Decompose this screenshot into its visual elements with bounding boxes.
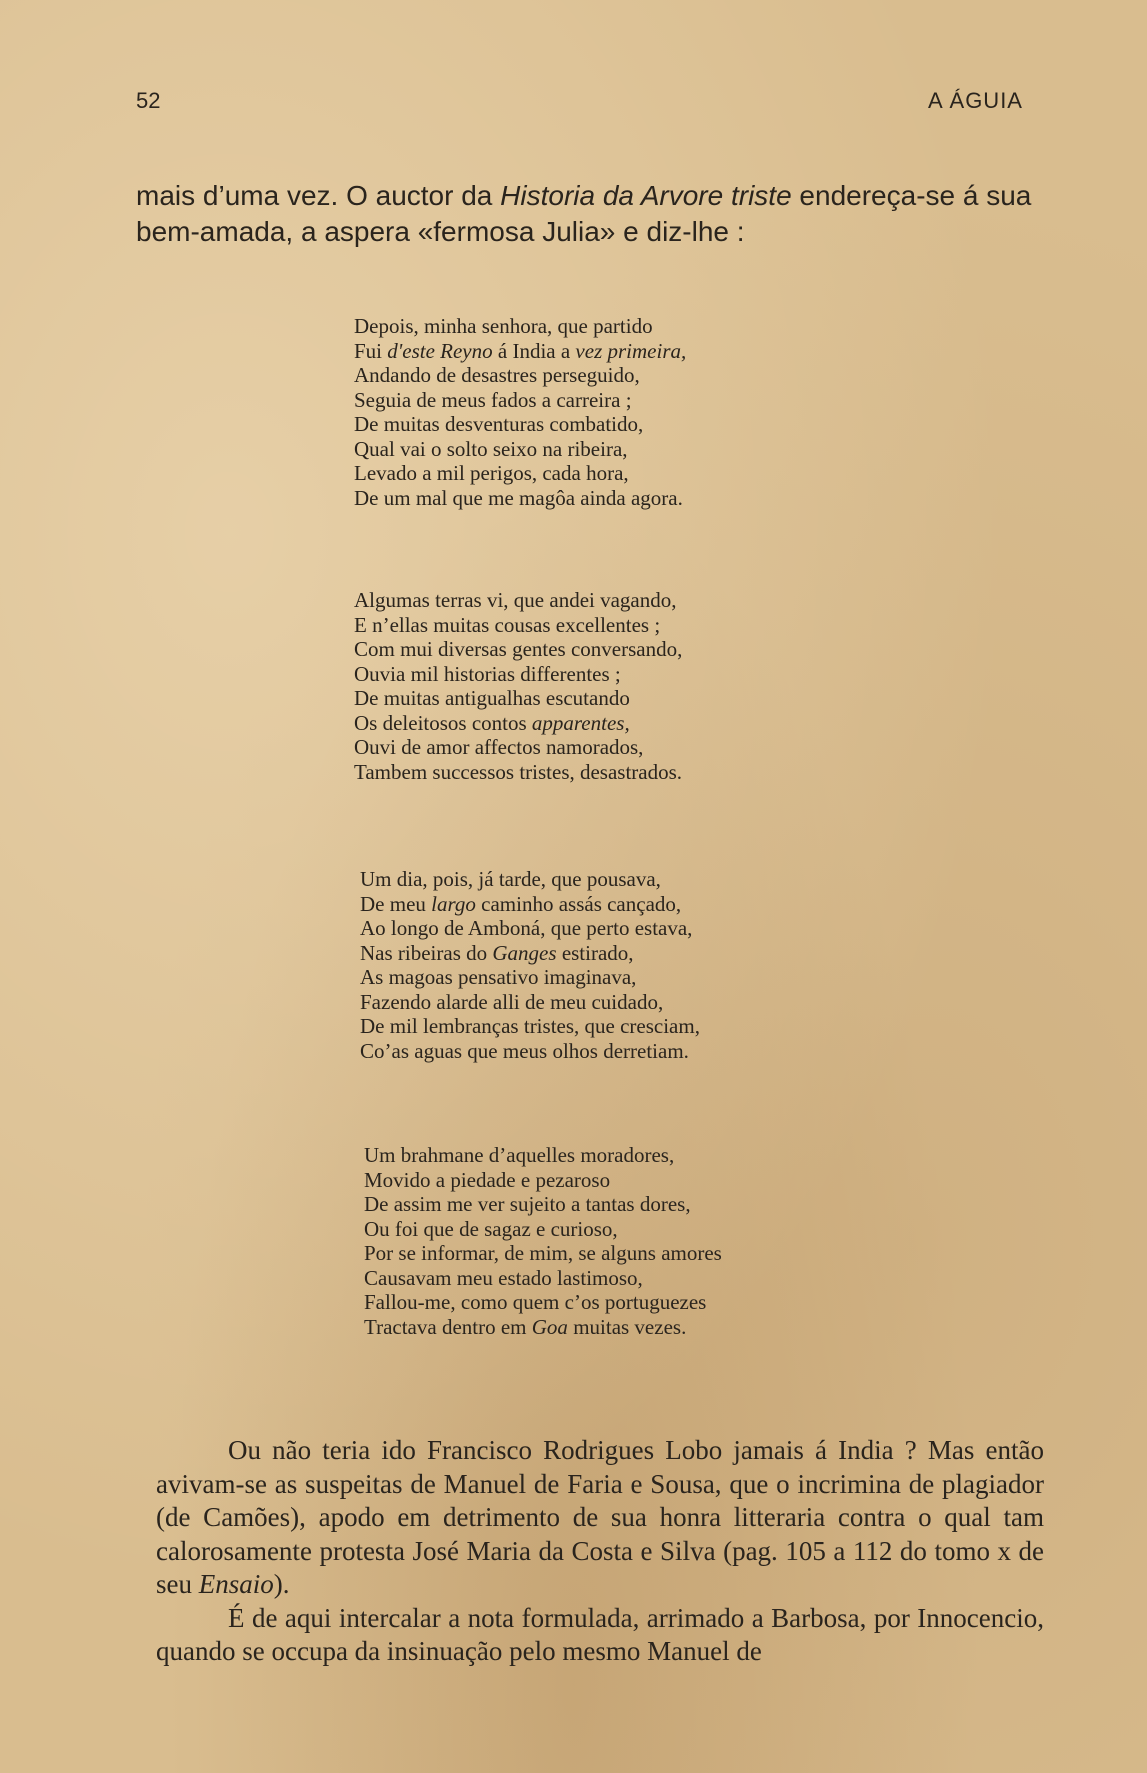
- page-number: 52: [136, 88, 161, 113]
- poem-stanza-2: [354, 588, 874, 784]
- verse-line: Fallou-me, como quem c’os portuguezes: [364, 1290, 707, 1314]
- verse-line: Um dia, pois, já tarde, que pousava,: [360, 867, 661, 891]
- verse-line: Nas ribeiras do Ganges estirado,: [360, 940, 634, 965]
- verse-line: E n’ellas muitas cousas excellentes ;: [354, 612, 661, 637]
- poem-stanza-3: [360, 867, 880, 1063]
- intro-text-1: mais d’uma vez. O auctor da: [136, 180, 501, 211]
- verse-line: De muitas antigualhas escutando: [354, 686, 630, 710]
- verse-line: Ouvi de amor affectos namorados,: [354, 735, 644, 759]
- intro-paragraph: [136, 178, 1066, 250]
- verse-line: Os deleitosos contos apparentes,: [354, 710, 630, 735]
- verse-line: De meu largo caminho assás cançado,: [360, 891, 682, 916]
- verse-line: Qual vai o solto seixo na ribeira,: [354, 436, 628, 461]
- verse-line: Um brahmane d’aquelles moradores,: [364, 1143, 675, 1167]
- verse-line: Ao longo de Amboná, que perto estava,: [360, 916, 693, 940]
- verse-line: Fazendo alarde alli de meu cuidado,: [360, 989, 664, 1014]
- verse-line: Movido a piedade e pezaroso: [364, 1167, 611, 1192]
- poem-stanza-4: [364, 1143, 884, 1339]
- verse-line: Por se informar, de mim, se alguns amores: [364, 1241, 722, 1265]
- verse-line: Levado a mil perigos, cada hora,: [354, 461, 629, 485]
- verse-line: As magoas pensativo imaginava,: [360, 965, 637, 989]
- verse-line: Algumas terras vi, que andei vagando,: [354, 588, 677, 612]
- verse-line: Andando de desastres perseguido,: [354, 363, 640, 387]
- running-head: A ÁGUIA: [927, 88, 1023, 113]
- verse-line: De um mal que me magôa ainda agora.: [354, 485, 683, 510]
- poem-stanza-1: [354, 314, 874, 510]
- verse-line: De muitas desventuras combatido,: [354, 412, 644, 436]
- book-title-ensaio: Ensaio: [198, 1569, 274, 1599]
- verse-line: Co’as aguas que meus olhos derretiam.: [360, 1038, 689, 1063]
- verse-line: Tractava dentro em Goa muitas vezes.: [364, 1314, 687, 1339]
- verse-line: Com mui diversas gentes conversando,: [354, 637, 683, 661]
- verse-line: Ouvia mil historias differentes ;: [354, 661, 621, 686]
- paragraph: Ou não teria ido Francisco Rodrigues Lobo jamais á India ? Mas então avivam-se as suspeitas de Manuel de Faria e Sousa, que o incrimina de plagiador (de Camões), apodo em detrimento de sua honra litteraria contra o qual tam calorosamente protesta José Maria da Costa e Silva (pag. 105 a 112 do tomo x de seu Ensaio).: [156, 1435, 1044, 1599]
- verse-line: Causavam meu estado lastimoso,: [364, 1265, 643, 1290]
- closing-text: [156, 1434, 1044, 1669]
- verse-line: Ou foi que de sagaz e curioso,: [364, 1216, 618, 1241]
- intro-text-2: endereça-se á sua bem-amada, a aspera «fermosa Julia» e diz-lhe :: [136, 180, 1032, 247]
- verse-line: Fui d'este Reyno á India a vez primeira,: [354, 338, 687, 363]
- intro-book-title: Historia da Arvore triste: [500, 180, 792, 211]
- verse-line: Depois, minha senhora, que partido: [354, 314, 653, 338]
- verse-line: Tambem successos tristes, desastrados.: [354, 759, 683, 784]
- verse-line: Seguia de meus fados a carreira ;: [354, 387, 632, 412]
- page-header: [136, 88, 1023, 118]
- verse-line: De assim me ver sujeito a tantas dores,: [364, 1192, 691, 1216]
- paragraph: É de aqui intercalar a nota formulada, arrimado a Barbosa, por Innocencio, quando se occupa da insinuação pelo mesmo Manuel de: [156, 1602, 1044, 1666]
- verse-line: De mil lembranças tristes, que cresciam,: [360, 1014, 700, 1038]
